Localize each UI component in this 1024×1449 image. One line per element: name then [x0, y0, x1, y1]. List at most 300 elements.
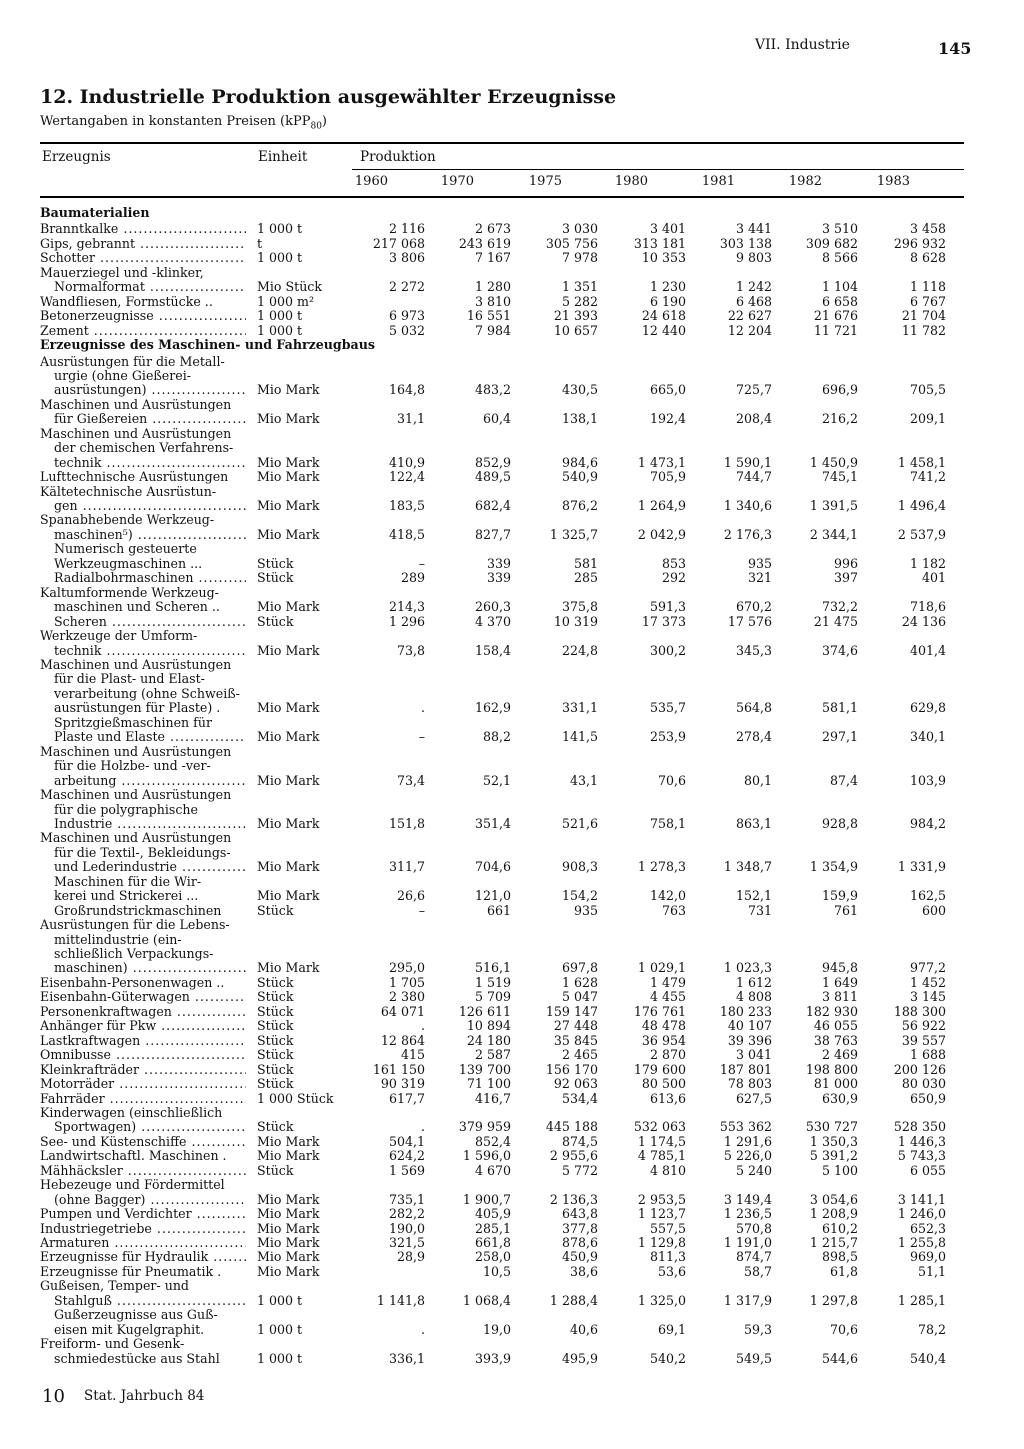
value-1980: 17 373	[641, 613, 686, 629]
row-label: Werkzeugmaschinen ...	[54, 556, 203, 571]
page-number: 145	[938, 39, 972, 58]
table-row	[0, 237, 1024, 252]
row-label: Landwirtschaftl. Maschinen .	[40, 1149, 227, 1164]
value-1983: 2 537,9	[897, 526, 946, 542]
value-1983: 209,1	[909, 411, 946, 427]
value-1975: 581	[573, 555, 598, 571]
value-1983: 51,1	[917, 1263, 946, 1279]
row-unit: Mio Mark	[257, 642, 320, 658]
value-1981: 39 396	[727, 1032, 772, 1048]
row-label: Lufttechnische Ausrüstungen	[40, 470, 229, 485]
row-unit: Mio Mark	[257, 859, 320, 875]
table-row	[0, 383, 1024, 398]
value-1970: 260,3	[474, 599, 511, 615]
table-row	[0, 1250, 1024, 1265]
row-label: Maschinen und Ausrüstungen	[40, 397, 232, 412]
row-label: Wandfliesen, Formstücke ..	[40, 294, 213, 309]
value-1982: 374,6	[821, 642, 858, 658]
value-1982: 996	[833, 555, 858, 571]
table-row	[0, 266, 1024, 281]
row-unit: Stück	[257, 974, 294, 990]
value-1960: 26,6	[396, 888, 425, 904]
row-label: für die polygraphische	[54, 802, 198, 817]
value-1983: 652,3	[909, 1220, 946, 1236]
value-1983: 1 182	[909, 555, 946, 571]
row-label: mittelindustrie (ein-	[54, 932, 182, 947]
table-row	[0, 251, 1024, 266]
table-row	[0, 441, 1024, 456]
value-1983: 188 300	[893, 1003, 946, 1019]
value-1982: 3 054,6	[809, 1191, 858, 1207]
value-1975: 43,1	[569, 772, 598, 788]
value-1970: 661	[486, 902, 511, 918]
value-1983: 296 932	[893, 235, 946, 251]
row-label: Maschinen und Ausrüstungen	[40, 426, 232, 441]
value-1960: –	[418, 729, 425, 745]
value-1983: 78,2	[917, 1321, 946, 1337]
row-label: Scheren .....	[54, 615, 246, 630]
year-1981: 1981	[701, 174, 735, 189]
row-label: Freiform- und Gesenk-	[40, 1337, 185, 1352]
row-unit: Stück	[257, 989, 294, 1005]
table-row	[0, 1149, 1024, 1164]
value-1960: 5 032	[388, 322, 425, 338]
value-1970: 10 894	[466, 1018, 511, 1034]
table-row	[0, 557, 1024, 572]
value-1981: 1 023,3	[723, 960, 772, 976]
subtitle-subscript: 80	[310, 121, 322, 132]
value-1983: 984,2	[909, 815, 946, 831]
value-1960: 410,9	[388, 454, 425, 470]
row-unit: Mio Mark	[257, 1249, 320, 1265]
value-1960: –	[418, 902, 425, 918]
value-1970: 52,1	[482, 772, 511, 788]
value-1970: 16 551	[466, 308, 511, 324]
value-1960: 1 705	[388, 974, 425, 990]
value-1975: 876,2	[561, 498, 598, 513]
value-1970: 516,1	[474, 960, 511, 976]
value-1980: 10 353	[641, 250, 686, 266]
value-1981: 1 242	[735, 279, 772, 295]
value-1983: 39 557	[901, 1032, 946, 1048]
value-1980: 1 264,9	[637, 498, 686, 513]
row-unit: Stück	[257, 1162, 294, 1178]
value-1975: 534,4	[561, 1090, 598, 1106]
value-1982: 610,2	[821, 1220, 858, 1236]
section-heading-row	[0, 206, 1024, 221]
row-unit: 1 000 Stück	[257, 1090, 334, 1106]
value-1980: 763	[661, 902, 686, 918]
value-1981: 874,7	[735, 1249, 772, 1265]
row-unit: Mio Mark	[257, 960, 320, 976]
value-1980: 80 500	[641, 1076, 686, 1091]
value-1983: 3 141,1	[897, 1191, 946, 1207]
value-1980: 4 785,1	[637, 1148, 686, 1164]
value-1983: 741,2	[909, 469, 946, 485]
row-label: Erzeugnisse für Pneumatik .	[40, 1264, 222, 1279]
table-row	[0, 759, 1024, 774]
row-unit: Stück	[257, 1119, 294, 1135]
row-label: Betonerzeugnisse .....	[40, 309, 246, 324]
value-1970: 243 619	[458, 235, 511, 251]
value-1982: 159,9	[821, 888, 858, 904]
value-1982: 1 208,9	[809, 1206, 858, 1222]
value-1975: 643,8	[561, 1206, 598, 1222]
value-1970: 1 068,4	[462, 1292, 511, 1308]
value-1981: 9 803	[735, 250, 772, 266]
value-1983: 1 246,0	[897, 1206, 946, 1222]
value-1981: 1 612	[735, 974, 772, 990]
table-row	[0, 280, 1024, 295]
value-1970: 489,5	[474, 469, 511, 485]
value-1981: 303 138	[719, 235, 772, 251]
table-row	[0, 860, 1024, 875]
value-1960: 1 296	[388, 613, 425, 629]
value-1970: 682,4	[474, 498, 511, 513]
value-1975: 1 288,4	[549, 1292, 598, 1308]
value-1975: 540,9	[561, 469, 598, 485]
value-1970: 121,0	[474, 888, 511, 904]
value-1982: 1 297,8	[809, 1292, 858, 1308]
value-1980: 48 478	[641, 1018, 686, 1034]
value-1975: 285	[573, 570, 598, 586]
table-row	[0, 513, 1024, 528]
row-unit: Stück	[257, 1018, 294, 1034]
value-1981: 80,1	[743, 772, 772, 788]
row-label: Fahrräder .....	[40, 1092, 246, 1107]
table-row	[0, 600, 1024, 615]
row-unit: Mio Mark	[257, 498, 320, 513]
value-1970: 158,4	[474, 642, 511, 658]
table-row	[0, 1222, 1024, 1237]
row-label: Hebezeuge und Fördermittel	[40, 1178, 225, 1193]
value-1980: 12 440	[641, 322, 686, 338]
value-1980: 4 810	[649, 1162, 686, 1178]
value-1981: 6 468	[735, 293, 772, 309]
value-1980: 300,2	[649, 642, 686, 658]
row-unit: Stück	[257, 1003, 294, 1019]
value-1980: 811,3	[649, 1249, 686, 1265]
value-1982: 3 510	[821, 221, 858, 237]
value-1981: 152,1	[735, 888, 772, 904]
chapter-header: VII. Industrie	[755, 37, 850, 53]
value-1980: 2 042,9	[637, 526, 686, 542]
value-1975: 224,8	[561, 642, 598, 658]
row-label: Plaste und Elaste .....	[54, 730, 246, 745]
value-1980: 758,1	[649, 815, 686, 831]
value-1983: 103,9	[909, 772, 946, 788]
value-1960: 2 380	[388, 989, 425, 1005]
value-1975: 1 351	[561, 279, 598, 295]
row-label: Normalformat .....	[54, 280, 246, 295]
value-1975: 40,6	[569, 1321, 598, 1337]
value-1960: 12 864	[380, 1032, 425, 1048]
value-1981: 4 808	[735, 989, 772, 1005]
colhead-einheit: Einheit	[258, 149, 308, 165]
value-1982: 1 104	[821, 279, 858, 295]
value-1982: 581,1	[821, 700, 858, 716]
row-label: Eisenbahn-Personenwagen ..	[40, 975, 225, 990]
value-1970: 60,4	[482, 411, 511, 427]
table-row	[0, 1193, 1024, 1208]
value-1960: 504,1	[388, 1133, 425, 1149]
value-1980: 535,7	[649, 700, 686, 716]
table-row	[0, 1265, 1024, 1280]
value-1983: 3 458	[909, 221, 946, 237]
value-1980: 253,9	[649, 729, 686, 745]
value-1960: 735,1	[388, 1191, 425, 1207]
table-row	[0, 542, 1024, 557]
row-unit: Stück	[257, 1032, 294, 1048]
value-1983: 528 350	[893, 1119, 946, 1135]
row-label: Eisenbahn-Güterwagen .....	[40, 990, 246, 1005]
table-row	[0, 586, 1024, 601]
value-1980: 1 174,5	[637, 1133, 686, 1149]
row-label: eisen mit Kugelgraphit.	[54, 1322, 205, 1337]
value-1982: 1 391,5	[809, 498, 858, 513]
value-1981: 1 291,6	[723, 1133, 772, 1149]
row-unit: Mio Mark	[257, 1133, 320, 1149]
value-1975: 5 772	[561, 1162, 598, 1178]
table-row	[0, 961, 1024, 976]
value-1960: 122,4	[388, 469, 425, 485]
value-1983: 8 628	[909, 250, 946, 266]
value-1980: 1 325,0	[637, 1292, 686, 1308]
value-1975: 21 393	[553, 308, 598, 324]
value-1975: 35 845	[553, 1032, 598, 1048]
row-unit: Mio Stück	[257, 279, 322, 295]
row-unit: 1 000 t	[257, 308, 303, 324]
table-row	[0, 1178, 1024, 1193]
row-label: für die Holzbe- und -ver-	[54, 759, 211, 774]
value-1970: 4 670	[474, 1162, 511, 1178]
value-1982: 8 566	[821, 250, 858, 266]
value-1970: 405,9	[474, 1206, 511, 1222]
value-1960: 64 071	[380, 1003, 425, 1019]
row-label: Kältetechnische Ausrüstun-	[40, 484, 217, 499]
row-label: Maschinen und Ausrüstungen	[40, 744, 232, 759]
table-row	[0, 831, 1024, 846]
table-row	[0, 745, 1024, 760]
row-unit: Stück	[257, 1076, 294, 1091]
value-1982: 216,2	[821, 411, 858, 427]
table-row	[0, 1308, 1024, 1323]
value-1980: 69,1	[657, 1321, 686, 1337]
row-unit: Mio Mark	[257, 1206, 320, 1222]
value-1981: 22 627	[727, 308, 772, 324]
value-1981: 58,7	[743, 1263, 772, 1279]
value-1983: 3 145	[909, 989, 946, 1005]
header-bottom-rule	[40, 196, 964, 198]
value-1981: 725,7	[735, 382, 772, 398]
value-1981: 40 107	[727, 1018, 772, 1034]
row-unit: Mio Mark	[257, 382, 320, 398]
value-1970: 704,6	[474, 859, 511, 875]
row-label: Werkzeuge der Umform-	[40, 629, 198, 644]
year-1970: 1970	[440, 174, 474, 189]
value-1980: 6 190	[649, 293, 686, 309]
value-1970: 5 709	[474, 989, 511, 1005]
row-label: Spanabhebende Werkzeug-	[40, 513, 215, 528]
row-unit: Stück	[257, 1061, 294, 1077]
value-1960: 190,0	[388, 1220, 425, 1236]
value-1982: 297,1	[821, 729, 858, 745]
colhead-erzeugnis: Erzeugnis	[42, 149, 111, 165]
value-1982: 2 344,1	[809, 526, 858, 542]
row-unit: Mio Mark	[257, 1235, 320, 1250]
table-row	[0, 309, 1024, 324]
table-row	[0, 398, 1024, 413]
value-1970: 339	[486, 570, 511, 586]
table-row	[0, 672, 1024, 687]
value-1970: 71 100	[466, 1076, 511, 1091]
value-1983: 718,6	[909, 599, 946, 615]
value-1970: 1 519	[474, 974, 511, 990]
value-1975: 984,6	[561, 454, 598, 470]
value-1970: 7 167	[474, 250, 511, 266]
row-unit: Stück	[257, 1047, 294, 1063]
value-1980: 179 600	[633, 1061, 686, 1077]
row-label: Kleinkrafträder .....	[40, 1063, 246, 1078]
row-label: Baumaterialien	[40, 206, 150, 220]
row-label: für die Plast- und Elast-	[54, 672, 205, 687]
produktion-rule	[352, 169, 964, 170]
value-1960: 2 116	[388, 221, 425, 237]
value-1982: 630,9	[821, 1090, 858, 1106]
value-1981: 5 240	[735, 1162, 772, 1178]
row-unit: Mio Mark	[257, 888, 320, 904]
table-row	[0, 716, 1024, 731]
value-1983: 80 030	[901, 1076, 946, 1091]
table-row	[0, 788, 1024, 803]
row-unit: 1 000 m²	[257, 293, 315, 309]
value-1975: 38,6	[569, 1263, 598, 1279]
subtitle-text: Wertangaben in konstanten Preisen (kPP	[40, 114, 311, 129]
table-row	[0, 1092, 1024, 1107]
table-row	[0, 1120, 1024, 1135]
value-1982: 397	[833, 570, 858, 586]
table-row	[0, 1077, 1024, 1092]
value-1981: 1 191,0	[723, 1235, 772, 1250]
value-1975: 2 465	[561, 1047, 598, 1063]
value-1970: 827,7	[474, 526, 511, 542]
value-1960: 73,8	[396, 642, 425, 658]
value-1975: 27 448	[553, 1018, 598, 1034]
table-row	[0, 355, 1024, 370]
value-1982: 1 450,9	[809, 454, 858, 470]
value-1980: 1 230	[649, 279, 686, 295]
table-title: 12. Industrielle Produktion ausgewählter Erzeugnisse	[40, 86, 617, 108]
value-1975: 7 978	[561, 250, 598, 266]
value-1982: 70,6	[829, 1321, 858, 1337]
value-1981: 564,8	[735, 700, 772, 716]
value-1970: 4 370	[474, 613, 511, 629]
value-1983: 162,5	[909, 888, 946, 904]
table-row	[0, 485, 1024, 500]
table-row	[0, 427, 1024, 442]
value-1975: 5 047	[561, 989, 598, 1005]
value-1980: 192,4	[649, 411, 686, 427]
row-label: für die Textil-, Bekleidungs-	[54, 845, 231, 860]
value-1981: 3 441	[735, 221, 772, 237]
value-1970: 285,1	[474, 1220, 511, 1236]
value-1981: 549,5	[735, 1350, 772, 1366]
value-1980: 3 401	[649, 221, 686, 237]
value-1981: 670,2	[735, 599, 772, 615]
row-label: Lastkraftwagen .....	[40, 1034, 246, 1049]
value-1981: 3 041	[735, 1047, 772, 1063]
table-row	[0, 658, 1024, 673]
value-1970: 10,5	[482, 1263, 511, 1279]
value-1980: 1 278,3	[637, 859, 686, 875]
year-1960: 1960	[354, 174, 388, 189]
value-1983: 5 743,3	[897, 1148, 946, 1164]
table-row	[0, 470, 1024, 485]
value-1982: 1 649	[821, 974, 858, 990]
row-label: (ohne Bagger) .....	[54, 1193, 246, 1208]
value-1983: 629,8	[909, 700, 946, 716]
value-1980: 2 870	[649, 1047, 686, 1063]
row-unit: 1 000 t	[257, 250, 303, 266]
value-1982: 544,6	[821, 1350, 858, 1366]
value-1981: 553 362	[719, 1119, 772, 1135]
value-1980: 4 455	[649, 989, 686, 1005]
value-1960: 73,4	[396, 772, 425, 788]
value-1970: 162,9	[474, 700, 511, 716]
table-row	[0, 918, 1024, 933]
value-1981: 5 226,0	[723, 1148, 772, 1164]
row-label: Maschinen und Ausrüstungen	[40, 831, 232, 846]
value-1970: 339	[486, 555, 511, 571]
table-row	[0, 846, 1024, 861]
value-1975: 138,1	[561, 411, 598, 427]
row-label: technik .....	[54, 644, 246, 659]
value-1975: 874,5	[561, 1133, 598, 1149]
row-label: Anhänger für Pkw .....	[40, 1019, 246, 1034]
value-1975: 697,8	[561, 960, 598, 976]
value-1982: 530 727	[805, 1119, 858, 1135]
value-1981: 1 317,9	[723, 1292, 772, 1308]
row-label: Ausrüstungen für die Lebens-	[40, 918, 230, 933]
row-label: maschinen) .....	[54, 961, 246, 976]
value-1975: 92 063	[553, 1076, 598, 1091]
value-1970: 1 280	[474, 279, 511, 295]
value-1970: 139 700	[458, 1061, 511, 1077]
value-1982: 6 658	[821, 293, 858, 309]
value-1981: 570,8	[735, 1220, 772, 1236]
row-label: Kaltumformende Werkzeug-	[40, 585, 219, 600]
value-1975: 331,1	[561, 700, 598, 716]
row-label: Erzeugnisse des Maschinen- und Fahrzeugbaus	[40, 338, 375, 352]
value-1981: 180 233	[719, 1003, 772, 1019]
value-1982: 761	[833, 902, 858, 918]
value-1975: 878,6	[561, 1235, 598, 1250]
value-1983: 977,2	[909, 960, 946, 976]
value-1960: 161 150	[372, 1061, 425, 1077]
value-1975: 521,6	[561, 815, 598, 831]
row-label: Ausrüstungen für die Metall-	[40, 354, 225, 369]
value-1981: 3 149,4	[723, 1191, 772, 1207]
value-1980: 292	[661, 570, 686, 586]
value-1982: 1 354,9	[809, 859, 858, 875]
value-1980: 36 954	[641, 1032, 686, 1048]
value-1960: 321,5	[388, 1235, 425, 1250]
row-label: Gußeisen, Temper- und	[40, 1279, 189, 1294]
value-1975: 2 955,6	[549, 1148, 598, 1164]
row-label: maschinen und Scheren ..	[54, 600, 220, 615]
table-row	[0, 1352, 1024, 1367]
value-1980: 705,9	[649, 469, 686, 485]
